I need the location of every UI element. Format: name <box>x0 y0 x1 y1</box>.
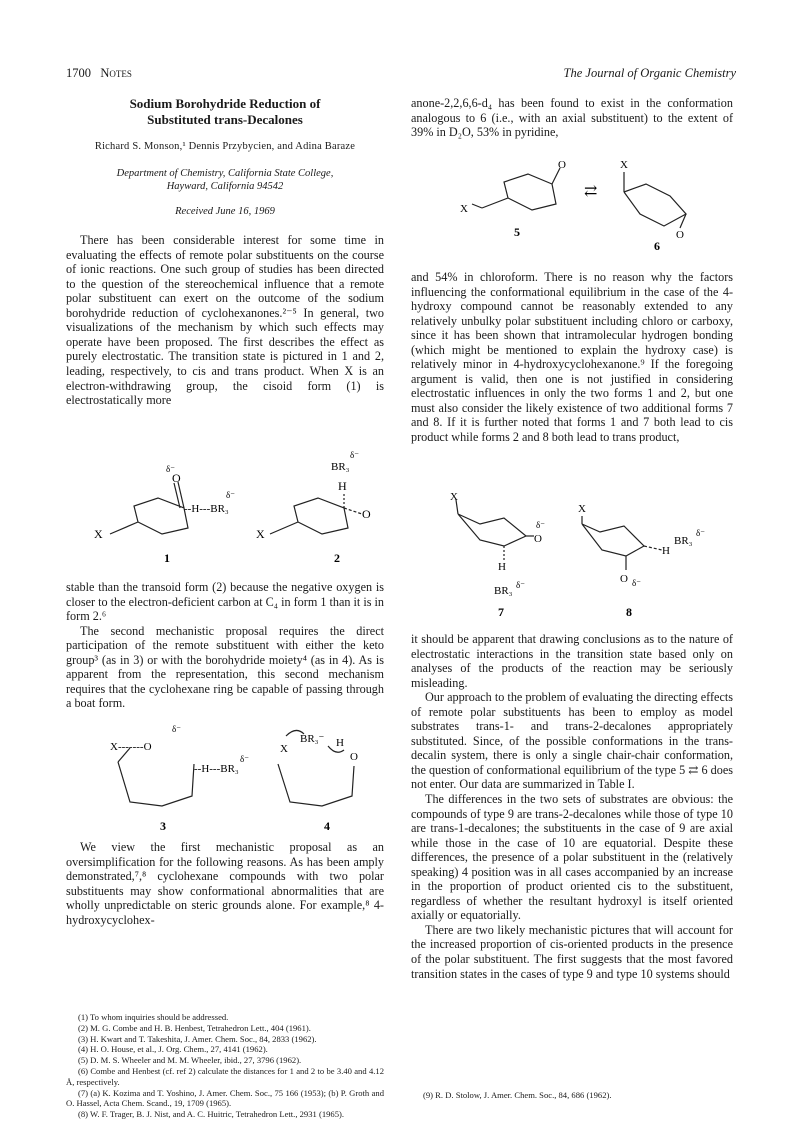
delta-label-8: δ⁻ <box>696 528 705 538</box>
equilibrium-arrow: ⇄ <box>584 183 598 200</box>
x-label-2: X <box>256 527 265 541</box>
figure-structures-3-4 <box>100 724 370 834</box>
h-label-4: H <box>336 737 344 749</box>
journal-name: The Journal of Organic Chemistry <box>563 66 736 80</box>
x-label-7: X <box>450 491 458 503</box>
right-paragraph-3: it should be apparent that drawing conclusions as to the nature of electrostatic interactions in the transition state based only on analyses of the products of the reaction may be seriously misleading. <box>411 632 733 690</box>
footnote-6: (6) Combe and Henbest (cf. ref 2) calculate the distances for 1 and 2 to be 3.40 and 4.12 Å, respectively. <box>66 1065 384 1087</box>
left-paragraph-3: The second mechanistic proposal requires the direct participation of the remote substituent with either the keto group³ (as in 3) or with the borohydride moiety⁴ (as in 4). As is apparent from the representation, this second mechanism requires that the cyclohexane ring be capable of passing through a boat form. <box>66 623 384 711</box>
structure-5 <box>472 168 560 210</box>
label-3: 3 <box>160 819 166 833</box>
footnote-2: (2) M. G. Combe and H. B. Henbest, Tetrahedron Lett., 404 (1961). <box>78 1022 311 1033</box>
structure-8 <box>582 516 662 570</box>
section-name: Notes <box>100 66 132 80</box>
delta-label-1: δ⁻ <box>166 464 175 474</box>
figure-structures-5-6 <box>450 152 720 262</box>
x-label-1: X <box>94 527 103 541</box>
h-label-7: H <box>498 561 506 573</box>
delta-label-3: δ⁻ <box>172 724 181 734</box>
oxygen-label-5: O <box>558 159 566 171</box>
right-column-middle <box>411 270 733 445</box>
br3-label-7: BR₃ <box>494 585 513 597</box>
structure-7 <box>456 500 534 560</box>
left-column-continued <box>66 580 384 711</box>
authors: Richard S. Monson,¹ Dennis Przybycien, and Adina Baraze <box>94 141 356 152</box>
label-4: 4 <box>324 819 330 833</box>
affiliation: Department of Chemistry, California State College, Hayward, California 94542 <box>116 167 334 192</box>
oxygen-label-6: O <box>676 229 684 241</box>
footnote-4: (4) H. O. House, et al., J. Org. Chem., 27, 4141 (1962). <box>78 1044 268 1055</box>
left-paragraph-2: stable than the transoid form (2) because the negative oxygen is closer to the electron-deficient carbon at C₄ in form 1 than it is in form 2.⁶ <box>66 580 384 624</box>
received-date: Received June 16, 1969 <box>175 205 275 217</box>
delta-label-2: δ⁻ <box>350 450 359 460</box>
oxygen-label-7: O <box>534 533 542 545</box>
label-1: 1 <box>164 551 170 565</box>
right-paragraph-6: There are two likely mechanistic pictures that will account for the increased proportion of cis-oriented products in the presence of the polar substituent. The first suggests that the most favored transition states in the cases of type 9 and type 10 systems should <box>411 922 733 981</box>
h-label-8: H <box>662 545 670 557</box>
structure-3 <box>118 748 194 806</box>
label-5: 5 <box>514 225 520 239</box>
delta-label-1b: δ⁻ <box>226 490 235 500</box>
footnote-3: (3) H. Kwart and T. Takeshita, J. Amer. Chem. Soc., 84, 2833 (1962). <box>78 1033 317 1044</box>
label-6: 6 <box>654 239 660 253</box>
right-paragraph-5: The differences in the two sets of substrates are obvious: the compounds of type 9 are trans-2-decalones while those of type 10 are trans-1-decalones; the substituents in the case of 9 are axial while those in the case of 10 are equatorial. Despite these differences, the presence of a polar substituent in the (relatively speaking) 4 position was in all cases accompanied by an increase in the proportion of product oriented cis to the substituent, regardless of whether the resultant hydroxyl is itself oriented axially or equatorially. <box>411 792 733 923</box>
br3-label-8: BR₃ <box>674 535 693 547</box>
h-br3-label-1: --H---BR₃ <box>184 503 229 515</box>
left-paragraph-1: There has been considerable interest for some time in evaluating the effects of remote polar substituents on the course of ionic reactions. One such group of studies has been directed to the question of the stereochemical influence that a remote polar substituent can exert on the outcome of the sodium borohydride reduction of cyclohexanones.²⁻⁵ In general, two visualizations of the mechanism by which such effects may operate have been proposed. The first describes the effect as purely electrostatic. The transition state is pictured in 1 and 2, leading, respectively, to cis and trans product. When X is an electron-withdrawing group, the cisoid form (1) is electrostatically more <box>66 233 384 408</box>
x-label-4: X <box>280 743 288 755</box>
footnote-7: (7) (a) K. Kozima and T. Yoshino, J. Amer. Chem. Soc., 75 166 (1953); (b) P. Groth and O. Hassel, Acta Chem. Scand., 19, 1709 (1965). <box>66 1087 384 1109</box>
left-column <box>66 96 384 408</box>
figure-structures-7-8 <box>430 488 730 623</box>
left-paragraph-4: We view the first mechanistic proposal as an oversimplification for the following reasons. As has been amply demonstrated,⁷,⁸ cyclohexane compounds with two polar substituents may show conformational abnormalities that are wholly unpredictable on steric grounds alone. For example,⁸ 4-hydroxycyclohex- <box>66 840 384 927</box>
article-title: Sodium Borohydride Reduction of Substituted trans-Decalones <box>129 96 321 127</box>
right-paragraph-4: Our approach to the problem of evaluating the directing effects of remote polar substituents has been to employ as model substrates trans-1- and trans-2-decalones appropriately substituted. Since, of the possible conformations in the trans-decalin system, there is only a single chair-chair conformation, the question of conformational equilibrium of the type 5 ⇄ 6 does not enter. Our data are summarized in Table I. <box>411 690 733 792</box>
br3-label-4: BR₃⁻ <box>300 733 325 745</box>
page-number: 1700 <box>66 66 91 80</box>
x-to-o-label-3: X-------O <box>110 741 152 753</box>
h-label-2: H <box>338 479 347 493</box>
x-label-8: X <box>578 503 586 515</box>
delta-label-7: δ⁻ <box>536 520 545 530</box>
delta-label-8b: δ⁻ <box>632 578 641 588</box>
page-header-left <box>66 66 132 81</box>
oxygen-label-8: O <box>620 573 628 585</box>
x-label-6: X <box>620 159 628 171</box>
figure-structures-1-2 <box>80 450 380 580</box>
left-column-bottom <box>66 840 384 927</box>
footnotes-left <box>66 1012 384 1120</box>
delta-label-3b: δ⁻ <box>240 754 249 764</box>
footnote-9: (9) R. D. Stolow, J. Amer. Chem. Soc., 84, 686 (1962). <box>423 1090 612 1100</box>
h-br3-label-3: --H---BR₃ <box>194 763 239 775</box>
right-column-bottom <box>411 632 733 981</box>
footnote-1: (1) To whom inquiries should be addressed. <box>78 1012 229 1022</box>
label-2: 2 <box>334 551 340 565</box>
oxygen-label-2: O <box>362 507 371 521</box>
delta-label-7b: δ⁻ <box>516 580 525 590</box>
structure-1 <box>110 482 188 534</box>
right-paragraph-1: anone-2,2,6,6-d₄ has been found to exist in the conformation analogous to 6 (i.e., with an axial substituent) to the extent of 39% in D₂O, 53% in pyridine, <box>411 96 733 140</box>
label-7: 7 <box>498 605 504 619</box>
footnote-8: (8) W. F. Trager, B. J. Nist, and A. C. Huitric, Tetrahedron Lett., 2931 (1965). <box>78 1109 345 1120</box>
oxygen-label-4: O <box>350 751 358 763</box>
label-8: 8 <box>626 605 632 619</box>
x-label-5: X <box>460 203 468 215</box>
structure-6 <box>624 172 686 228</box>
oxygen-label-1: O <box>172 471 181 485</box>
footnote-5: (5) D. M. S. Wheeler and M. M. Wheeler, ibid., 27, 3796 (1962). <box>78 1055 302 1066</box>
structure-2 <box>270 492 362 534</box>
right-column-top <box>411 96 733 140</box>
br3-label-2: BR₃ <box>331 461 350 473</box>
footnotes-right <box>411 1090 733 1101</box>
right-paragraph-2: and 54% in chloroform. There is no reason why the factors influencing the conformational equilibrium in the case of the 4-hydroxy compound cannot be reasonably extended to any relatively unbulky polar substituent including chloro or carboxy, since it has been shown that intramolecular hydrogen bonding (which might be mentioned to explain the hydroxy case) is relatively minor in 4-hydroxycyclohexanone.⁹ If the foregoing argument is valid, then one is not justified in considering electrostatic influences in only the two forms 1 and 2, but one must also consider the likely existence of two additional forms 7 and 8. If it is further noted that forms 1 and 7 both lead to cis product while forms 2 and 8 both lead to trans product, <box>411 270 733 445</box>
